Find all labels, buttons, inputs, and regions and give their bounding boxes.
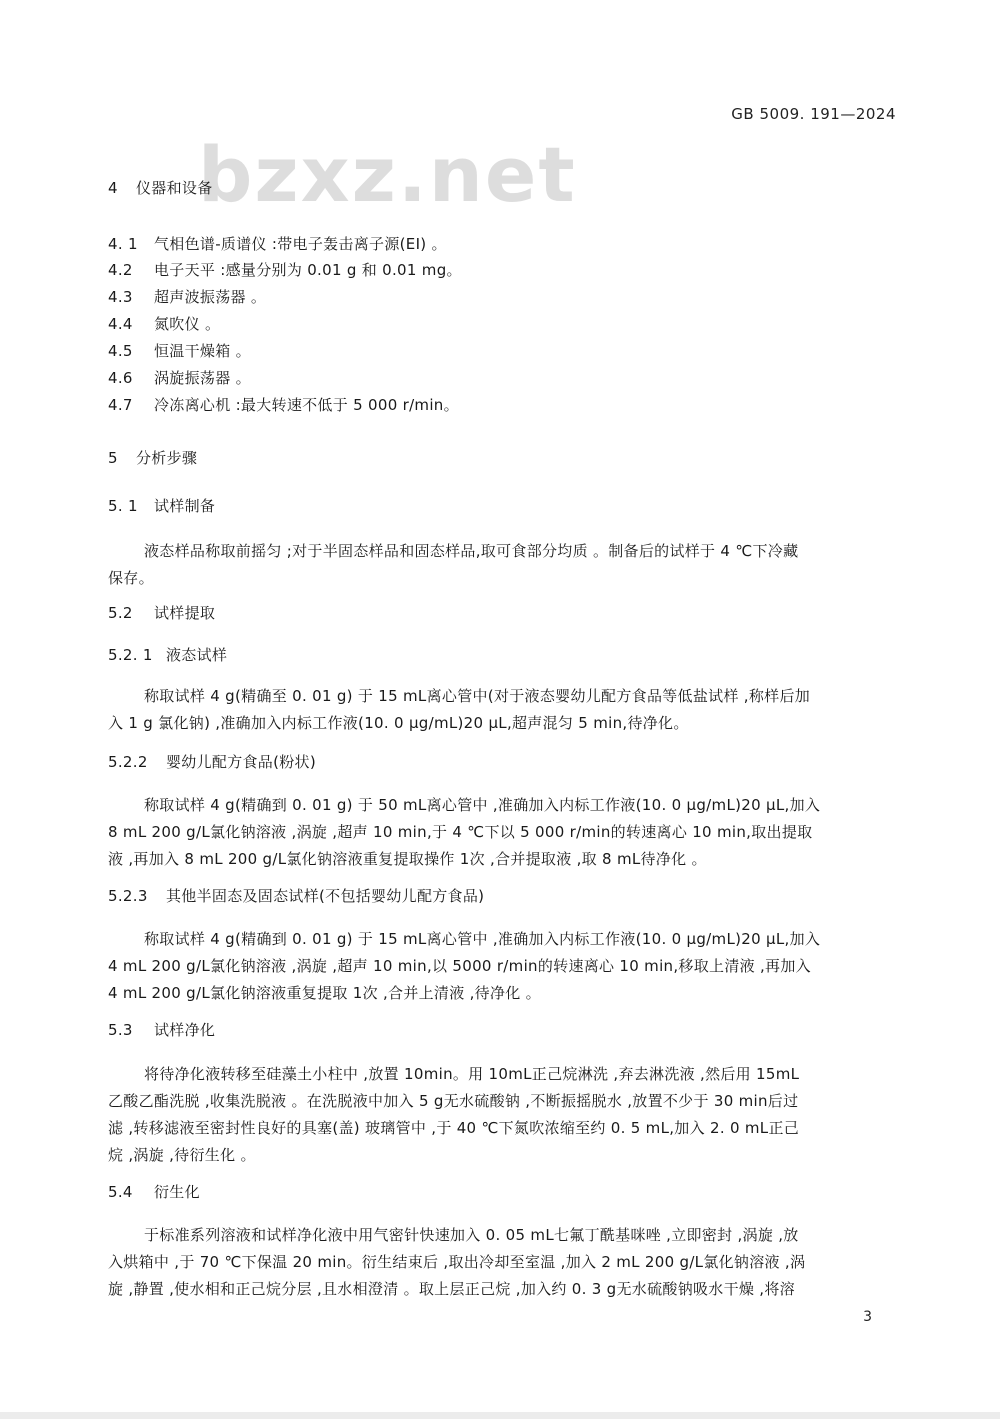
paragraph-line: 入烘箱中 ,于 70 ℃下保温 20 min。衍生结束后 ,取出冷却至室温 ,加入 2 mL 200 g/L氯化钠溶液 ,涡 <box>108 1253 806 1271</box>
paragraph-line: 称取试样 4 g(精确到 0. 01 g) 于 50 mL离心管中 ,准确加入内标工作液(10. 0 μg/mL)20 μL,加入 <box>144 796 821 814</box>
subsection-heading <box>108 643 227 667</box>
paragraph-line: 烷 ,涡旋 ,待衍生化 。 <box>108 1146 256 1164</box>
subsection-title: 其他半固态及固态试样(不包括婴幼儿配方食品) <box>166 887 485 905</box>
item-text: 超声波振荡器 。 <box>154 288 267 306</box>
subsection-title: 试样提取 <box>154 604 216 622</box>
section-number: 4 <box>108 179 118 197</box>
item-number: 4. 1 <box>108 235 138 253</box>
watermark: bzxz.net <box>198 130 577 219</box>
item-number: 4.5 <box>108 342 133 360</box>
paragraph-line: 4 mL 200 g/L氯化钠溶液重复提取 1次 ,合并上清液 ,待净化 。 <box>108 984 541 1002</box>
subsection-heading <box>108 1180 200 1204</box>
paragraph-line: 于标准系列溶液和试样净化液中用气密针快速加入 0. 05 mL七氟丁酰基咪唑 ,立即密封 ,涡旋 ,放 <box>144 1226 799 1244</box>
paragraph-line: 入 1 g 氯化钠) ,准确加入内标工作液(10. 0 μg/mL)20 μL,超声混匀 5 min,待净化。 <box>108 714 689 732</box>
list-item <box>108 258 462 282</box>
item-number: 4.3 <box>108 288 133 306</box>
paragraph-line: 保存。 <box>108 569 154 587</box>
subsection-title: 试样制备 <box>154 497 216 515</box>
subsection-heading <box>108 494 215 518</box>
subsection-number: 5.3 <box>108 1021 133 1039</box>
paragraph-line: 液态样品称取前摇匀 ;对于半固态样品和固态样品,取可食部分均质 。制备后的试样于 4 ℃下冷藏 <box>144 542 799 560</box>
paragraph <box>108 1222 898 1303</box>
paragraph <box>108 1061 898 1169</box>
item-text: 气相色谱-质谱仪 :带电子轰击离子源(EI) 。 <box>154 235 447 253</box>
page-number: 3 <box>863 1309 872 1325</box>
list-item <box>108 393 459 417</box>
paragraph <box>108 792 898 873</box>
paragraph-line: 旋 ,静置 ,使水相和正己烷分层 ,且水相澄清 。取上层正己烷 ,加入约 0. 3 g无水硫酸钠吸水干燥 ,将溶 <box>108 1280 795 1298</box>
section-title: 分析步骤 <box>136 449 198 467</box>
subsection-heading <box>108 750 316 774</box>
section-4-heading <box>108 176 213 200</box>
paragraph-line: 称取试样 4 g(精确到 0. 01 g) 于 15 mL离心管中 ,准确加入内标工作液(10. 0 μg/mL)20 μL,加入 <box>144 930 821 948</box>
list-item <box>108 312 220 336</box>
list-item <box>108 232 447 256</box>
paragraph <box>108 683 898 737</box>
subsection-number: 5.4 <box>108 1183 133 1201</box>
subsection-heading <box>108 884 484 908</box>
subsection-title: 液态试样 <box>166 646 228 664</box>
subsection-heading <box>108 601 215 625</box>
paragraph <box>108 538 898 592</box>
subsection-number: 5.2 <box>108 604 133 622</box>
item-text: 涡旋振荡器 。 <box>154 369 251 387</box>
subsection-number: 5.2. 1 <box>108 646 153 664</box>
paragraph-line: 8 mL 200 g/L氯化钠溶液 ,涡旋 ,超声 10 min,于 4 ℃下以 5 000 r/min的转速离心 10 min,取出提取 <box>108 823 813 841</box>
paragraph <box>108 926 898 1007</box>
standard-code: GB 5009. 191—2024 <box>731 105 896 123</box>
section-number: 5 <box>108 449 118 467</box>
subsection-title: 婴幼儿配方食品(粉状) <box>166 753 317 771</box>
list-item <box>108 366 251 390</box>
item-number: 4.2 <box>108 261 133 279</box>
list-item <box>108 285 266 309</box>
subsection-title: 试样净化 <box>154 1021 216 1039</box>
section-title: 仪器和设备 <box>136 179 213 197</box>
paragraph-line: 4 mL 200 g/L氯化钠溶液 ,涡旋 ,超声 10 min,以 5000 r/min的转速离心 10 min,移取上清液 ,再加入 <box>108 957 811 975</box>
item-text: 氮吹仪 。 <box>154 315 221 333</box>
item-text: 冷冻离心机 :最大转速不低于 5 000 r/min。 <box>154 396 459 414</box>
item-number: 4.6 <box>108 369 133 387</box>
paragraph-line: 液 ,再加入 8 mL 200 g/L氯化钠溶液重复提取操作 1次 ,合并提取液 ,取 8 mL待净化 。 <box>108 850 707 868</box>
item-number: 4.7 <box>108 396 133 414</box>
paragraph-line: 乙酸乙酯洗脱 ,收集洗脱液 。在洗脱液中加入 5 g无水硫酸钠 ,不断振摇脱水 ,放置不少于 30 min后过 <box>108 1092 799 1110</box>
paragraph-line: 滤 ,转移滤液至密封性良好的具塞(盖) 玻璃管中 ,于 40 ℃下氮吹浓缩至约 0. 5 mL,加入 2. 0 mL正己 <box>108 1119 800 1137</box>
item-text: 电子天平 :感量分别为 0.01 g 和 0.01 mg。 <box>154 261 462 279</box>
subsection-title: 衍生化 <box>154 1183 200 1201</box>
subsection-number: 5.2.2 <box>108 753 148 771</box>
section-5-heading <box>108 446 197 470</box>
subsection-heading <box>108 1018 215 1042</box>
subsection-number: 5. 1 <box>108 497 138 515</box>
list-item <box>108 339 251 363</box>
paragraph-line: 将待净化液转移至硅藻土小柱中 ,放置 10min。用 10mL正己烷淋洗 ,弃去淋洗液 ,然后用 15mL <box>144 1065 800 1083</box>
paragraph-line: 称取试样 4 g(精确至 0. 01 g) 于 15 mL离心管中(对于液态婴幼儿配方食品等低盐试样 ,称样后加 <box>144 687 811 705</box>
subsection-number: 5.2.3 <box>108 887 148 905</box>
page-edge <box>0 1412 1000 1419</box>
item-number: 4.4 <box>108 315 133 333</box>
item-text: 恒温干燥箱 。 <box>154 342 251 360</box>
